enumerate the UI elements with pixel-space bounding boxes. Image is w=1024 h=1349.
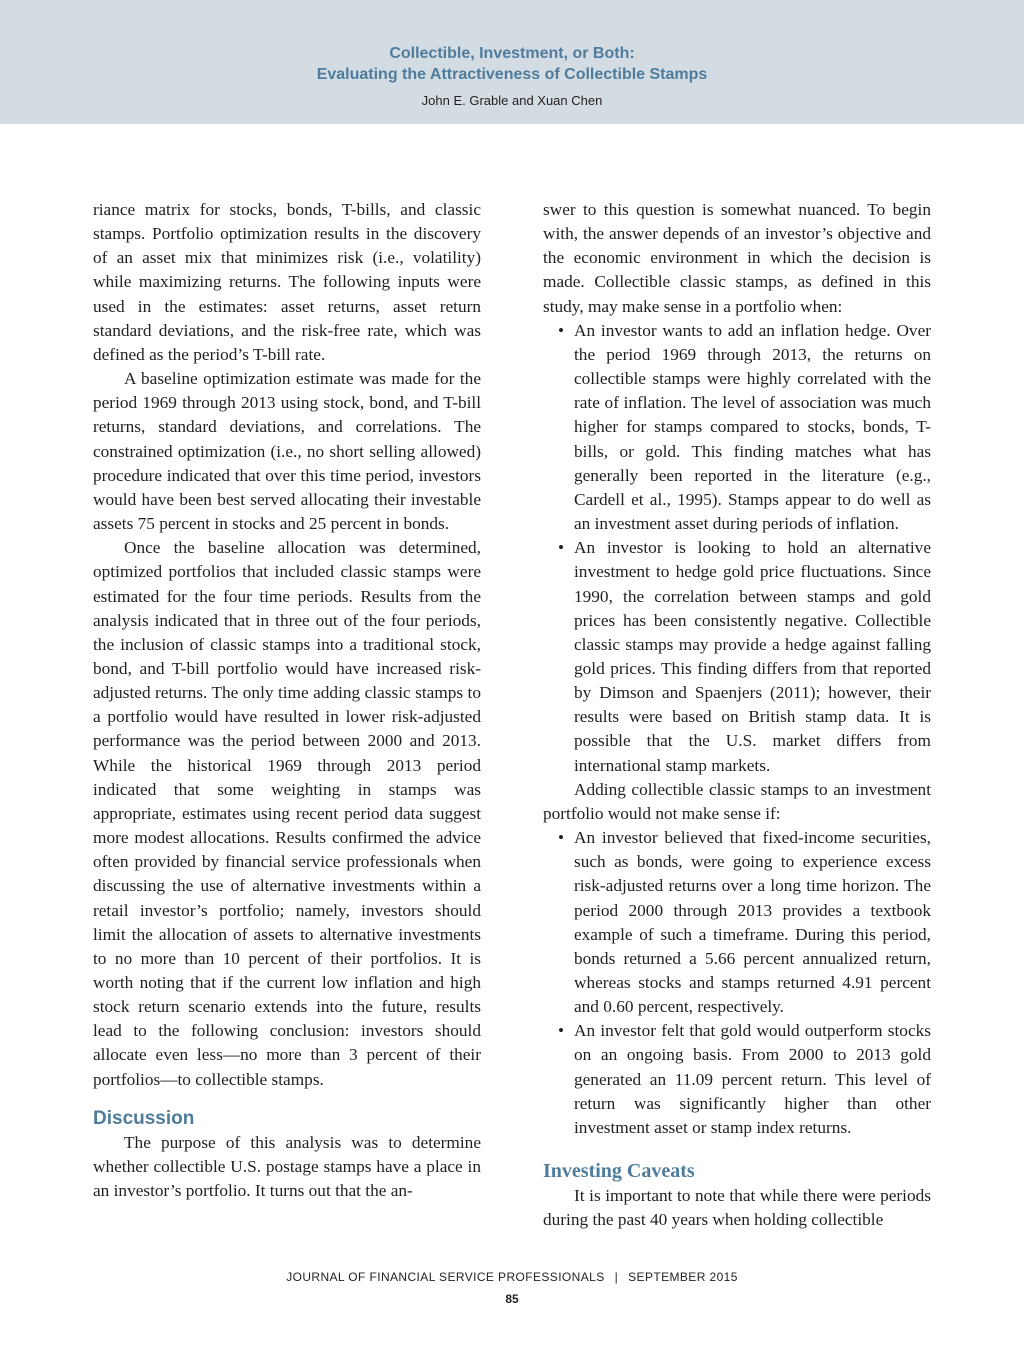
paragraph: It is important to note that while there were periods during the past 40 years when holding collectible — [543, 1186, 931, 1230]
paragraph: The purpose of this analysis was to determine whether collectible U.S. postage stamps have a place in an investor’s portfolio. It turns out that the an- — [93, 1132, 481, 1201]
bullet-icon: • — [558, 538, 565, 558]
left-column — [93, 198, 481, 1203]
article-title-line-2: Evaluating the Attractiveness of Collectible Stamps — [316, 66, 708, 83]
list-item — [543, 1019, 931, 1140]
issue-date: SEPTEMBER 2015 — [628, 1270, 738, 1284]
paragraph: Once the baseline allocation was determined, optimized portfolios that included classic stamps were estimated for the four time periods. Results from the analysis indicated that in three out of the four periods, the inclusion of classic stamps into a traditional stock, bond, and T-bill portfolio would have increased risk-adjusted returns. The only time adding classic stamps to a portfolio would have resulted in lower risk-adjusted performance was the period between 2000 and 2013. While the historical 1969 through 2013 period indicated that some weighting in stamps was appropriate, estimates using recent period data suggest more modest allocations. Results confirmed the advice often provided by financial service professionals when discussing the use of alternative investments within a retail investor’s portfolio; namely, investors should limit the allocation of assets to alternative investments to no more than 10 percent of their portfolios. It is worth noting that if the current low inflation and high stock return scenario extends into the future, results lead to the following conclusion: investors should allocate even less—no more than 3 percent of their portfolios—to collectible stamps. — [93, 538, 481, 1089]
journal-name: JOURNAL OF FINANCIAL SERVICE PROFESSIONALS — [286, 1270, 605, 1284]
list-item-text: An investor is looking to hold an alternative investment to hedge gold price fluctuations. Since 1990, the correlation between stamps and gold prices has been consistently negative. Collectible classic stamps may provide a hedge against falling gold prices. This finding differs from that reported by Dimson and Spaenjers (2011); however, their results were based on British stamp data. It is possible that the U.S. market differs from international stamp markets. — [574, 538, 931, 775]
section-heading-discussion: Discussion — [93, 1107, 195, 1129]
paragraph: riance matrix for stocks, bonds, T-bills, and classic stamps. Portfolio optimization results in the discovery of an asset mix that minimizes risk (i.e., volatility) while maximizing returns. The following inputs were used in the estimates: asset returns, asset return standard deviations, and the risk-free rate, which was defined as the period’s T-bill rate. — [93, 200, 481, 364]
list-item — [543, 536, 931, 778]
list-item-text: An investor felt that gold would outperform stocks on an ongoing basis. From 2000 to 2013 gold generated an 11.09 percent return. This level of return was significantly higher than other investment asset or stamp index returns. — [574, 1021, 931, 1137]
list-item — [543, 319, 931, 536]
paragraph: Adding collectible classic stamps to an investment portfolio would not make sense if: — [543, 779, 931, 823]
bullet-icon: • — [558, 828, 565, 848]
article-title-line-1: Collectible, Investment, or Both: — [389, 45, 635, 62]
list-item-text: An investor wants to add an inflation hedge. Over the period 1969 through 2013, the returns on collectible stamps were highly correlated with the rate of inflation. The level of association was much higher for stamps compared to stocks, bonds, T-bills, or gold. This finding matches what has generally been reported in the literature (e.g., Cardell et al., 1995). Stamps appear to do well as an investment asset during periods of inflation. — [574, 320, 931, 534]
page-footer — [0, 1270, 1024, 1284]
page-number: 85 — [505, 1292, 519, 1306]
footer-separator: | — [614, 1270, 619, 1284]
bullet-icon: • — [558, 1021, 565, 1041]
running-header — [0, 0, 1024, 124]
bullet-icon: • — [558, 320, 565, 340]
list-item-text: An investor believed that fixed-income securities, such as bonds, were going to experience excess risk-adjusted returns over a long time horizon. The period 2000 through 2013 provides a textbook example of such a timeframe. During this period, bonds returned a 5.66 percent annualized return, whereas stocks and stamps returned 4.91 percent and 0.60 percent, respectively. — [574, 828, 931, 1017]
list-item — [543, 826, 931, 1019]
paragraph: A baseline optimization estimate was made for the period 1969 through 2013 using stock, bond, and T-bill returns, standard deviations, and correlations. The constrained optimization (i.e., no short selling allowed) procedure indicated that over this time period, investors would have been best served allocating their investable assets 75 percent in stocks and 25 percent in bonds. — [93, 369, 481, 534]
right-column — [543, 198, 931, 1232]
paragraph: swer to this question is somewhat nuanced. To begin with, the answer depends of an investor’s objective and the economic environment in which the decision is made. Collectible classic stamps, as defined in this study, may make sense in a portfolio when: — [543, 200, 931, 316]
section-heading-investing-caveats: Investing Caveats — [543, 1160, 695, 1183]
article-authors: John E. Grable and Xuan Chen — [421, 93, 603, 108]
bullet-list — [543, 826, 931, 1140]
bullet-list — [543, 319, 931, 778]
